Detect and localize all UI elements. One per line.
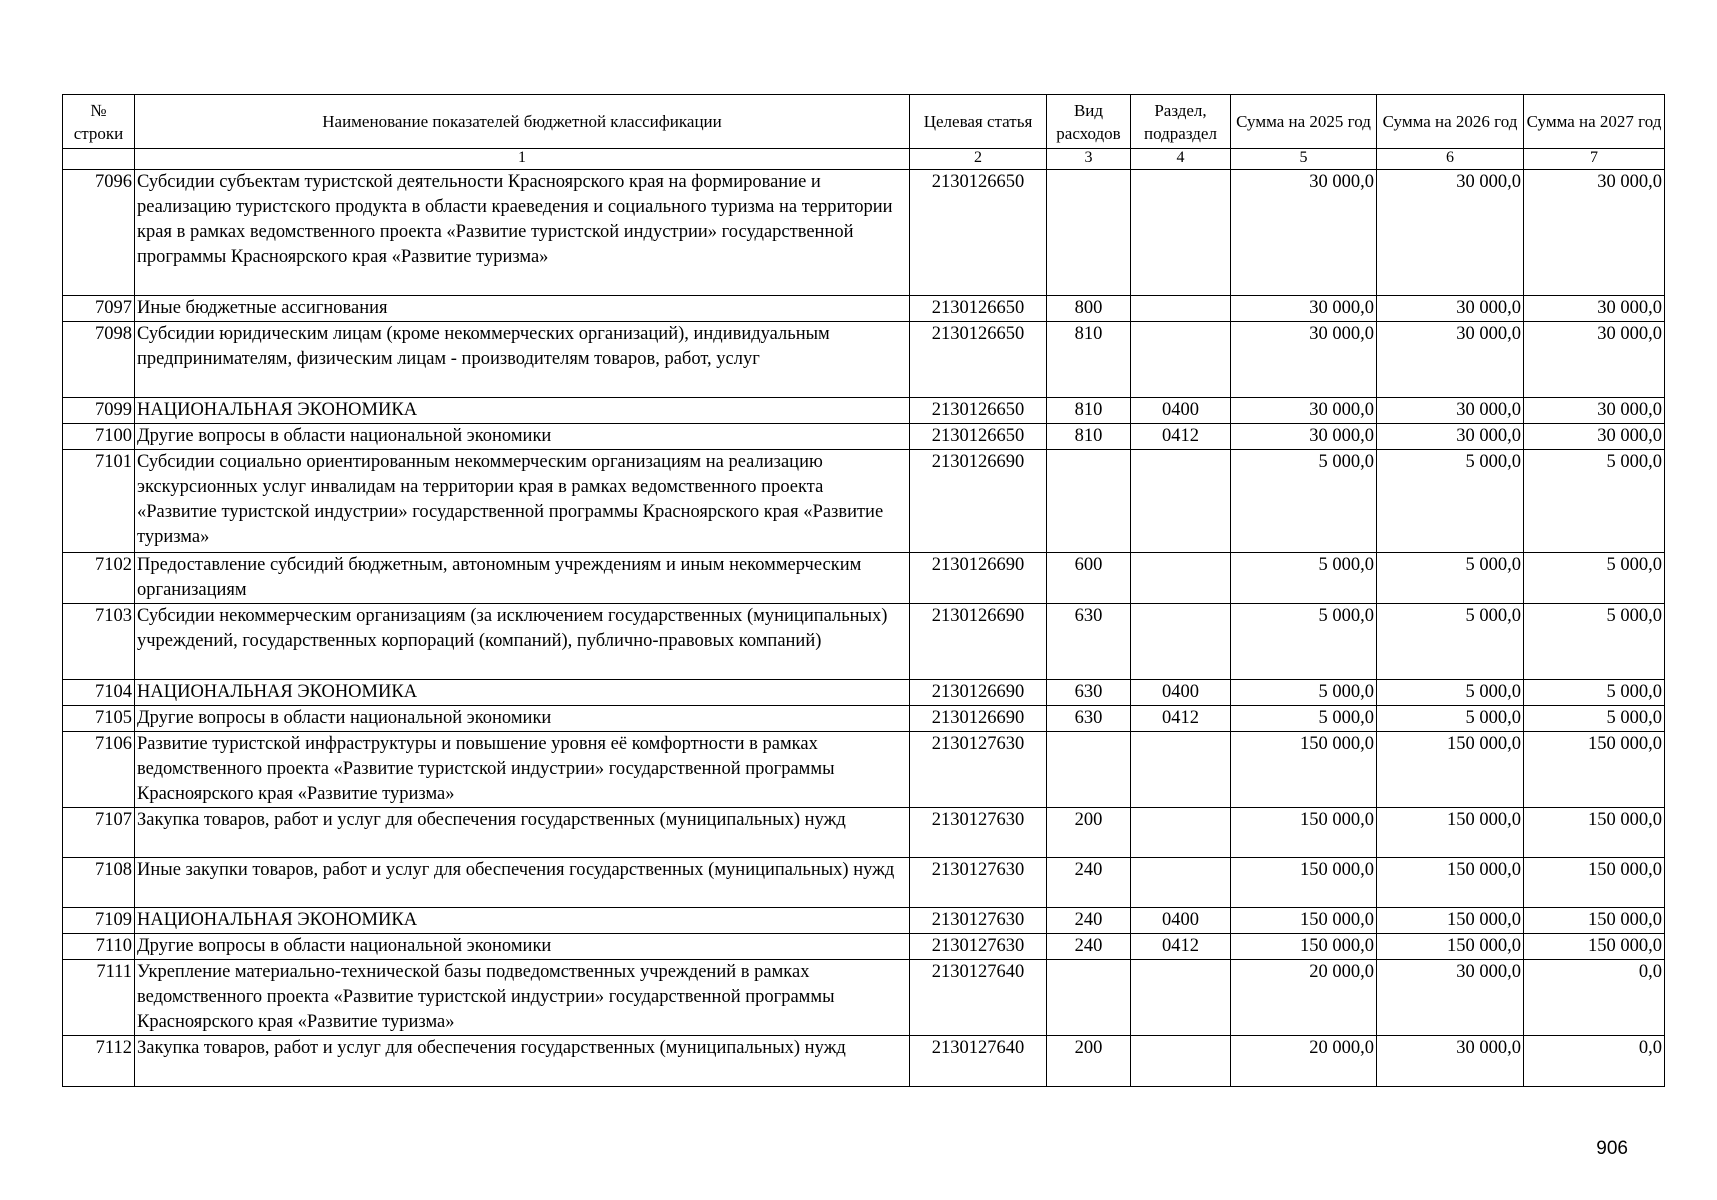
amount-2027-cell: 0,0	[1524, 960, 1665, 1036]
target-article-cell: 2130126650	[910, 296, 1047, 322]
section-cell: 0412	[1131, 934, 1231, 960]
column-number: 1	[135, 149, 910, 170]
expense-kind-cell: 630	[1047, 604, 1131, 680]
amount-2026-cell: 30 000,0	[1377, 322, 1524, 398]
header-row	[63, 95, 1665, 149]
amount-2025-cell: 5 000,0	[1231, 553, 1377, 604]
header-section: Раздел, подраздел	[1131, 95, 1231, 149]
table-body	[63, 170, 1665, 1087]
expense-kind-cell: 810	[1047, 322, 1131, 398]
table-row	[63, 296, 1665, 322]
column-number-row	[63, 149, 1665, 170]
row-number-cell: 7101	[63, 450, 135, 553]
amount-2025-cell: 5 000,0	[1231, 450, 1377, 553]
amount-2025-cell: 20 000,0	[1231, 1036, 1377, 1087]
table-row	[63, 680, 1665, 706]
amount-2026-cell: 30 000,0	[1377, 170, 1524, 296]
column-number: 4	[1131, 149, 1231, 170]
row-name-cell: Субсидии юридическим лицам (кроме некоммерческих организаций), индивидуальным предпринимателям, физическим лицам - производителям товаров, работ, услуг	[135, 322, 910, 398]
row-number-cell: 7112	[63, 1036, 135, 1087]
amount-2026-cell: 150 000,0	[1377, 808, 1524, 858]
target-article-cell: 2130126690	[910, 604, 1047, 680]
row-number-cell: 7104	[63, 680, 135, 706]
amount-2026-cell: 150 000,0	[1377, 934, 1524, 960]
table-row	[63, 322, 1665, 398]
target-article-cell: 2130126690	[910, 450, 1047, 553]
amount-2025-cell: 30 000,0	[1231, 424, 1377, 450]
column-number: 6	[1377, 149, 1524, 170]
amount-2025-cell: 30 000,0	[1231, 296, 1377, 322]
expense-kind-cell: 240	[1047, 934, 1131, 960]
amount-2025-cell: 5 000,0	[1231, 706, 1377, 732]
table-row	[63, 858, 1665, 908]
amount-2026-cell: 30 000,0	[1377, 1036, 1524, 1087]
amount-2027-cell: 5 000,0	[1524, 680, 1665, 706]
table-row	[63, 450, 1665, 553]
amount-2026-cell: 150 000,0	[1377, 732, 1524, 808]
row-name-cell: НАЦИОНАЛЬНАЯ ЭКОНОМИКА	[135, 908, 910, 934]
page-number: 906	[1596, 1138, 1628, 1159]
amount-2026-cell: 150 000,0	[1377, 908, 1524, 934]
target-article-cell: 2130126690	[910, 553, 1047, 604]
amount-2026-cell: 5 000,0	[1377, 553, 1524, 604]
target-article-cell: 2130127630	[910, 908, 1047, 934]
row-number-cell: 7106	[63, 732, 135, 808]
row-name-cell: Иные закупки товаров, работ и услуг для обеспечения государственных (муниципальных) нужд	[135, 858, 910, 908]
target-article-cell: 2130127630	[910, 808, 1047, 858]
amount-2027-cell: 30 000,0	[1524, 170, 1665, 296]
amount-2026-cell: 5 000,0	[1377, 450, 1524, 553]
section-cell	[1131, 1036, 1231, 1087]
target-article-cell: 2130127630	[910, 934, 1047, 960]
expense-kind-cell	[1047, 732, 1131, 808]
target-article-cell: 2130126690	[910, 706, 1047, 732]
section-cell	[1131, 296, 1231, 322]
row-name-cell: Закупка товаров, работ и услуг для обеспечения государственных (муниципальных) нужд	[135, 808, 910, 858]
row-name-cell: Иные бюджетные ассигнования	[135, 296, 910, 322]
amount-2027-cell: 150 000,0	[1524, 858, 1665, 908]
header-2025: Сумма на 2025 год	[1231, 95, 1377, 149]
amount-2027-cell: 5 000,0	[1524, 450, 1665, 553]
table-row	[63, 732, 1665, 808]
target-article-cell: 2130127640	[910, 1036, 1047, 1087]
amount-2025-cell: 30 000,0	[1231, 398, 1377, 424]
section-cell	[1131, 553, 1231, 604]
header-name: Наименование показателей бюджетной классификации	[135, 95, 910, 149]
amount-2027-cell: 30 000,0	[1524, 296, 1665, 322]
row-number-cell: 7096	[63, 170, 135, 296]
row-name-cell: Другие вопросы в области национальной экономики	[135, 934, 910, 960]
amount-2025-cell: 150 000,0	[1231, 858, 1377, 908]
amount-2025-cell: 150 000,0	[1231, 908, 1377, 934]
target-article-cell: 2130126650	[910, 170, 1047, 296]
amount-2025-cell: 5 000,0	[1231, 680, 1377, 706]
row-number-cell: 7108	[63, 858, 135, 908]
table-row	[63, 908, 1665, 934]
target-article-cell: 2130126650	[910, 424, 1047, 450]
target-article-cell: 2130127640	[910, 960, 1047, 1036]
expense-kind-cell: 800	[1047, 296, 1131, 322]
amount-2027-cell: 150 000,0	[1524, 808, 1665, 858]
table-row	[63, 1036, 1665, 1087]
section-cell	[1131, 960, 1231, 1036]
expense-kind-cell	[1047, 170, 1131, 296]
row-name-cell: Другие вопросы в области национальной экономики	[135, 706, 910, 732]
expense-kind-cell: 240	[1047, 908, 1131, 934]
section-cell	[1131, 808, 1231, 858]
table-row	[63, 398, 1665, 424]
table-row	[63, 424, 1665, 450]
column-number: 5	[1231, 149, 1377, 170]
amount-2027-cell: 150 000,0	[1524, 934, 1665, 960]
row-number-cell: 7102	[63, 553, 135, 604]
section-cell	[1131, 604, 1231, 680]
expense-kind-cell	[1047, 450, 1131, 553]
amount-2026-cell: 30 000,0	[1377, 424, 1524, 450]
row-number-cell: 7103	[63, 604, 135, 680]
row-name-cell: Субсидии субъектам туристской деятельности Красноярского края на формирование и реализацию туристского продукта в области краеведения и социального туризма на территории края в рамках ведомственного проекта «Развитие туристской индустрии» государственной программы Красноярского края «Развитие туризма»	[135, 170, 910, 296]
table-row	[63, 706, 1665, 732]
amount-2025-cell: 20 000,0	[1231, 960, 1377, 1036]
budget-table	[62, 94, 1665, 1087]
table-row	[63, 960, 1665, 1036]
row-name-cell: НАЦИОНАЛЬНАЯ ЭКОНОМИКА	[135, 680, 910, 706]
table-row	[63, 553, 1665, 604]
header-2026: Сумма на 2026 год	[1377, 95, 1524, 149]
expense-kind-cell: 630	[1047, 680, 1131, 706]
target-article-cell: 2130126650	[910, 398, 1047, 424]
target-article-cell: 2130127630	[910, 732, 1047, 808]
target-article-cell: 2130126650	[910, 322, 1047, 398]
amount-2027-cell: 150 000,0	[1524, 908, 1665, 934]
target-article-cell: 2130126690	[910, 680, 1047, 706]
expense-kind-cell: 810	[1047, 398, 1131, 424]
header-2027: Сумма на 2027 год	[1524, 95, 1665, 149]
row-name-cell: НАЦИОНАЛЬНАЯ ЭКОНОМИКА	[135, 398, 910, 424]
expense-kind-cell: 600	[1047, 553, 1131, 604]
expense-kind-cell: 200	[1047, 1036, 1131, 1087]
section-cell: 0412	[1131, 424, 1231, 450]
section-cell: 0400	[1131, 908, 1231, 934]
section-cell	[1131, 450, 1231, 553]
row-number-cell: 7107	[63, 808, 135, 858]
column-number: 7	[1524, 149, 1665, 170]
amount-2027-cell: 30 000,0	[1524, 398, 1665, 424]
row-number-cell: 7105	[63, 706, 135, 732]
amount-2025-cell: 30 000,0	[1231, 170, 1377, 296]
section-cell	[1131, 170, 1231, 296]
row-name-cell: Развитие туристской инфраструктуры и повышение уровня её комфортности в рамках ведомственного проекта «Развитие туристской индустрии» государственной программы Красноярского края «Развитие туризма»	[135, 732, 910, 808]
amount-2027-cell: 30 000,0	[1524, 322, 1665, 398]
row-number-cell: 7098	[63, 322, 135, 398]
amount-2025-cell: 150 000,0	[1231, 934, 1377, 960]
section-cell: 0412	[1131, 706, 1231, 732]
row-number-cell: 7099	[63, 398, 135, 424]
row-name-cell: Закупка товаров, работ и услуг для обеспечения государственных (муниципальных) нужд	[135, 1036, 910, 1087]
header-kind: Вид расходов	[1047, 95, 1131, 149]
section-cell: 0400	[1131, 398, 1231, 424]
amount-2026-cell: 150 000,0	[1377, 858, 1524, 908]
amount-2026-cell: 30 000,0	[1377, 960, 1524, 1036]
amount-2025-cell: 150 000,0	[1231, 808, 1377, 858]
column-number: 2	[910, 149, 1047, 170]
amount-2026-cell: 30 000,0	[1377, 296, 1524, 322]
amount-2027-cell: 5 000,0	[1524, 604, 1665, 680]
table-row	[63, 934, 1665, 960]
table-row	[63, 808, 1665, 858]
row-number-cell: 7109	[63, 908, 135, 934]
row-number-cell: 7111	[63, 960, 135, 1036]
amount-2027-cell: 0,0	[1524, 1036, 1665, 1087]
amount-2026-cell: 5 000,0	[1377, 680, 1524, 706]
column-number: 3	[1047, 149, 1131, 170]
section-cell	[1131, 858, 1231, 908]
row-number-cell: 7100	[63, 424, 135, 450]
amount-2027-cell: 5 000,0	[1524, 706, 1665, 732]
target-article-cell: 2130127630	[910, 858, 1047, 908]
amount-2026-cell: 30 000,0	[1377, 398, 1524, 424]
amount-2026-cell: 5 000,0	[1377, 604, 1524, 680]
section-cell	[1131, 732, 1231, 808]
row-number-cell: 7097	[63, 296, 135, 322]
row-number-cell: 7110	[63, 934, 135, 960]
expense-kind-cell: 630	[1047, 706, 1131, 732]
row-name-cell: Укрепление материально-технической базы подведомственных учреждений в рамках ведомственного проекта «Развитие туристской индустрии» государственной программы Красноярского края «Развитие туризма»	[135, 960, 910, 1036]
expense-kind-cell: 240	[1047, 858, 1131, 908]
amount-2027-cell: 5 000,0	[1524, 553, 1665, 604]
amount-2025-cell: 30 000,0	[1231, 322, 1377, 398]
header-target: Целевая статья	[910, 95, 1047, 149]
column-number	[63, 149, 135, 170]
expense-kind-cell: 200	[1047, 808, 1131, 858]
amount-2025-cell: 150 000,0	[1231, 732, 1377, 808]
section-cell	[1131, 322, 1231, 398]
section-cell: 0400	[1131, 680, 1231, 706]
amount-2026-cell: 5 000,0	[1377, 706, 1524, 732]
table-row	[63, 170, 1665, 296]
row-name-cell: Субсидии социально ориентированным некоммерческим организациям на реализацию экскурсионных услуг инвалидам на территории края в рамках ведомственного проекта «Развитие туристской индустрии» государственной программы Красноярского края «Развитие туризма»	[135, 450, 910, 553]
expense-kind-cell: 810	[1047, 424, 1131, 450]
table-row	[63, 604, 1665, 680]
row-name-cell: Другие вопросы в области национальной экономики	[135, 424, 910, 450]
amount-2027-cell: 150 000,0	[1524, 732, 1665, 808]
amount-2027-cell: 30 000,0	[1524, 424, 1665, 450]
row-name-cell: Предоставление субсидий бюджетным, автономным учреждениям и иным некоммерческим организациям	[135, 553, 910, 604]
expense-kind-cell	[1047, 960, 1131, 1036]
header-row-no: № строки	[63, 95, 135, 149]
row-name-cell: Субсидии некоммерческим организациям (за исключением государственных (муниципальных) учреждений, государственных корпораций (компаний), публично-правовых компаний)	[135, 604, 910, 680]
amount-2025-cell: 5 000,0	[1231, 604, 1377, 680]
